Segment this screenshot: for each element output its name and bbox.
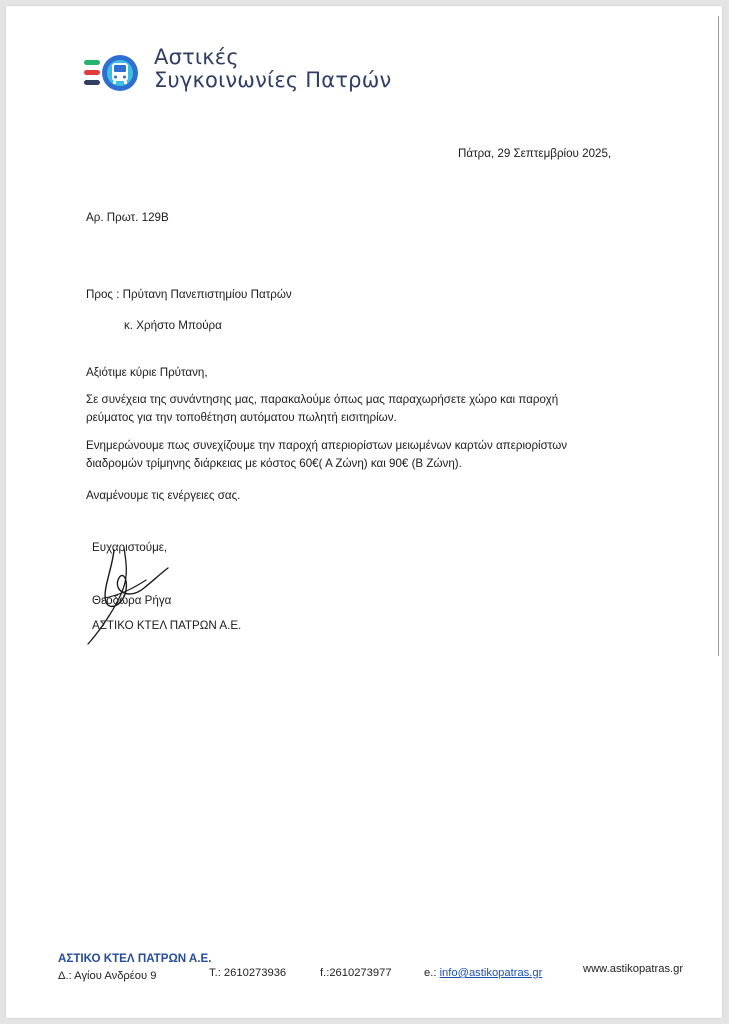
handwritten-signature [84,530,184,650]
footer-fax: f.:2610273977 [320,967,392,979]
brand-line-1: Αστικές [154,45,239,69]
company-logo [84,46,414,98]
signer-company: ΑΣΤΙΚΟ ΚΤΕΛ ΠΑΤΡΩΝ Α.Ε. [92,619,242,632]
paragraph-3: Αναμένουμε τις ενέργειες σας. [86,489,241,502]
paragraph-1-line-1: Σε συνέχεια της συνάντησης μας, παρακαλούμε όπως μας παραχωρήσετε χώρο και παροχή [86,393,559,406]
paragraph-2-line-1: Ενημερώνουμε πως συνεχίζουμε την παροχή απεριορίστων μειωμένων καρτών απεριορίστων [86,439,568,452]
paragraph-2-line-2: διαδρομών τρίμηνης διάρκειας με κόστος 60€( Α Ζώνη) και 90€ (Β Ζώνη). [86,457,462,470]
salutation: Αξιότιμε κύριε Πρύτανη, [86,366,208,379]
paragraph-1 [86,391,558,427]
footer-website[interactable]: www.astikopatras.gr [583,963,684,975]
footer-email [424,967,542,979]
brand-name [154,46,391,92]
bus-logo-icon [84,50,146,96]
footer-address: Δ.: Αγίου Ανδρέου 9 [58,970,157,982]
closing: Ευχαριστούμε, [92,541,168,554]
footer-email-prefix: e.: [424,967,437,979]
footer-phone: Τ.: 2610273936 [209,967,287,979]
recipient-name: κ. Χρήστο Μπούρα [124,319,222,332]
paragraph-2 [86,437,567,473]
brand-line-2: Συγκοινωνίες Πατρών [154,68,392,92]
paragraph-1-line-2: ρεύματος για την τοποθέτηση αυτόματου πωλητή εισιτηρίων. [86,411,397,424]
footer-company: ΑΣΤΙΚΟ ΚΤΕΛ ΠΑΤΡΩΝ Α.Ε. [58,952,212,965]
protocol-number: Αρ. Πρωτ. 129Β [86,211,169,224]
letter-date: Πάτρα, 29 Σεπτεμβρίου 2025, [458,147,612,160]
signer-name: Θεοδώρα Ρήγα [92,594,172,607]
letter-page [6,6,722,1018]
page-edge-line [718,16,719,656]
footer-email-link[interactable]: info@astikopatras.gr [439,967,543,979]
recipient-line: Προς : Πρύτανη Πανεπιστημίου Πατρών [86,288,292,301]
